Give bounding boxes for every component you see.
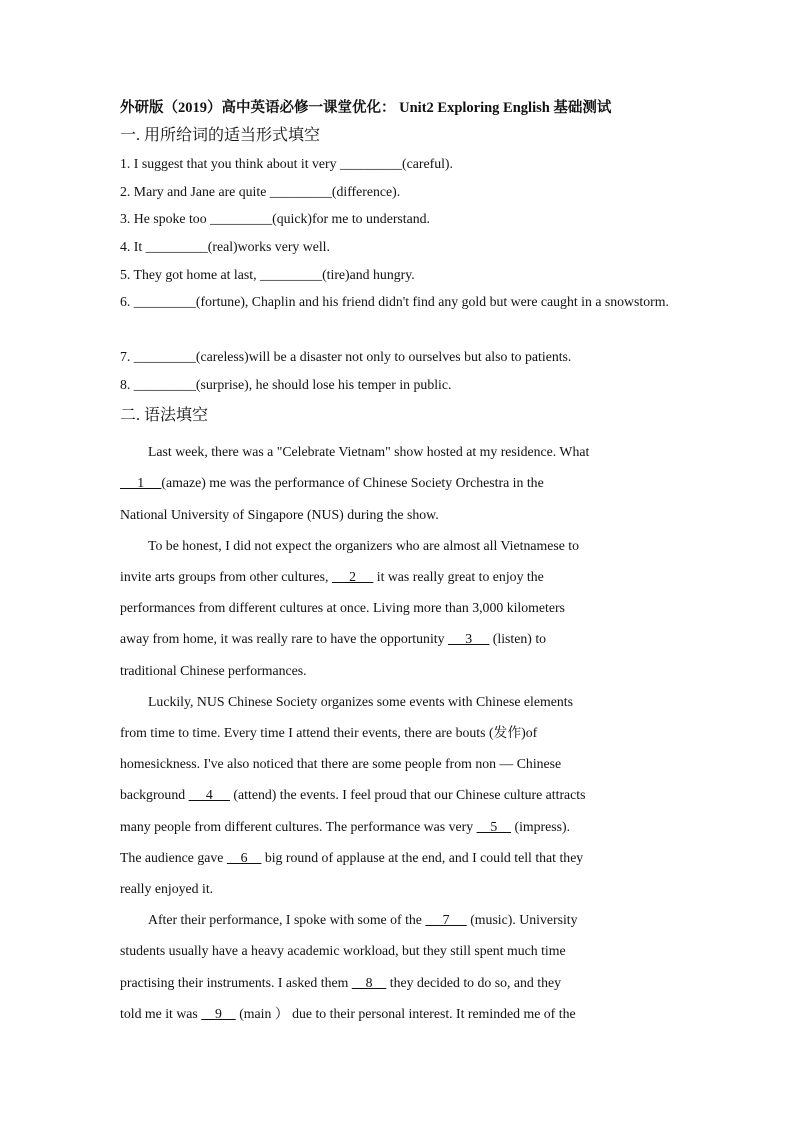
passage-line: homesickness. I've also noticed that there are some people from non — Chinese xyxy=(120,756,562,771)
passage-line: from time to time. Every time I attend their events, there are bouts (发作)of xyxy=(120,725,538,740)
question-4: 4. It _________(real)works very well. xyxy=(120,239,330,254)
answer-blank: 7 xyxy=(425,912,467,927)
section-1-heading: 一. 用所给词的适当形式填空 xyxy=(120,127,321,144)
passage-line xyxy=(120,779,680,810)
passage-line: To be honest, I did not expect the organizers who are almost all Vietnamese to xyxy=(148,538,580,553)
passage-line: performances from different cultures at once. Living more than 3,000 kilometers xyxy=(120,600,565,615)
passage-line xyxy=(120,561,680,592)
passage-text: away from home, it was really rare to have the opportunity xyxy=(120,631,448,646)
answer-blank: 2 xyxy=(331,569,374,584)
question-2: 2. Mary and Jane are quite _________(difference). xyxy=(120,184,401,199)
passage-line xyxy=(120,467,680,498)
answer-blank: 1 xyxy=(120,475,162,490)
passage-text: (amaze) me was the performance of Chinese Society Orchestra in the xyxy=(161,475,544,490)
passage-line: students usually have a heavy academic workload, but they still spent much time xyxy=(120,943,566,958)
passage-line: Luckily, NUS Chinese Society organizes some events with Chinese elements xyxy=(148,694,573,709)
passage-text: it was really great to enjoy the xyxy=(373,569,544,584)
passage-line: really enjoyed it. xyxy=(120,881,214,896)
passage-text: big round of applause at the end, and I could tell that they xyxy=(261,850,584,865)
question-1: 1. I suggest that you think about it very _________(careful). xyxy=(120,156,453,171)
answer-blank: 6 xyxy=(226,850,262,865)
passage-text: many people from different cultures. The performance was very xyxy=(120,819,477,834)
answer-blank: 5 xyxy=(476,819,512,834)
passage-text: (music). University xyxy=(466,912,578,927)
passage-line xyxy=(120,998,680,1029)
passage-line xyxy=(120,842,680,873)
question-6: 6. _________(fortune), Chaplin and his friend didn't find any gold but were caught in a snowstorm. xyxy=(120,294,669,309)
passage-text: invite arts groups from other cultures, xyxy=(120,569,332,584)
passage-text: (attend) the events. I feel proud that our Chinese culture attracts xyxy=(229,787,586,802)
passage-text: they decided to do so, and they xyxy=(386,975,562,990)
passage-text: told me it was xyxy=(120,1006,202,1021)
section-2-heading: 二. 语法填空 xyxy=(120,407,209,424)
passage-line: traditional Chinese performances. xyxy=(120,663,307,678)
passage-line xyxy=(120,811,680,842)
passage-text: (impress). xyxy=(511,819,571,834)
page-title: 外研版（2019）高中英语必修一课堂优化： Unit2 Exploring English 基础测试 xyxy=(120,100,612,116)
passage-text: background xyxy=(120,787,189,802)
question-5: 5. They got home at last, _________(tire)and hungry. xyxy=(120,267,415,282)
question-3: 3. He spoke too _________(quick)for me to understand. xyxy=(120,211,430,226)
question-8: 8. _________(surprise), he should lose his temper in public. xyxy=(120,377,452,392)
question-7: 7. _________(careless)will be a disaster not only to ourselves but also to patients. xyxy=(120,349,572,364)
passage-line xyxy=(120,623,680,654)
passage-line: Last week, there was a "Celebrate Vietnam" show hosted at my residence. What xyxy=(148,444,590,459)
passage-line xyxy=(148,904,708,935)
passage-line: National University of Singapore (NUS) during the show. xyxy=(120,507,439,522)
passage-text: After their performance, I spoke with some of the xyxy=(148,912,426,927)
answer-blank: 3 xyxy=(447,631,490,646)
answer-blank: 8 xyxy=(351,975,387,990)
passage-text: practising their instruments. I asked them xyxy=(120,975,352,990)
passage-text: The audience gave xyxy=(120,850,227,865)
passage-text: (main ） due to their personal interest. It reminded me of the xyxy=(235,1006,576,1021)
passage-line xyxy=(120,967,680,998)
answer-blank: 9 xyxy=(201,1006,236,1021)
passage-text: (listen) to xyxy=(489,631,547,646)
answer-blank: 4 xyxy=(188,787,230,802)
